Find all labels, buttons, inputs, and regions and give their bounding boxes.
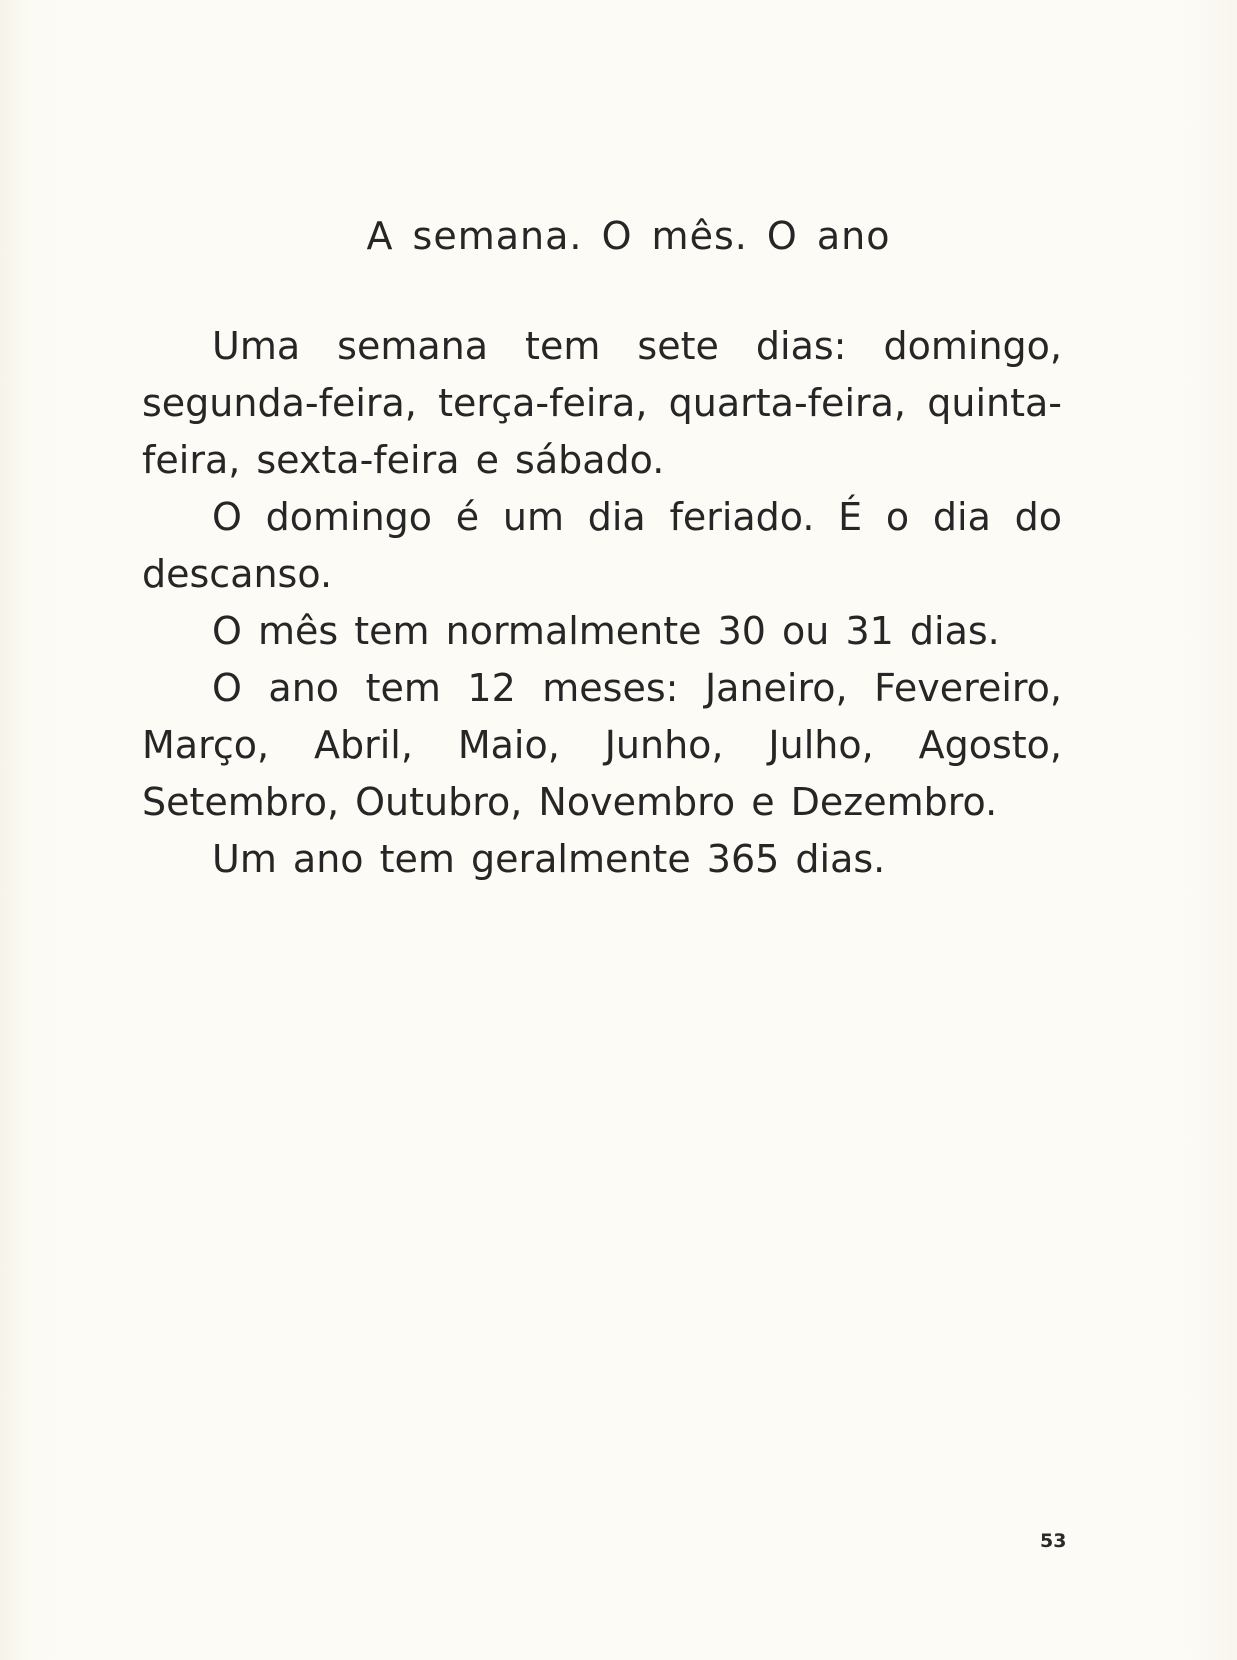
page-number: 53 [1040, 1530, 1067, 1552]
body-text [142, 318, 1062, 888]
paragraph-month: O mês tem normalmente 30 ou 31 dias. [212, 609, 1000, 653]
paragraph-year-days: Um ano tem geralmente 365 dias. [212, 837, 886, 881]
paragraph-year-months: O ano tem 12 meses: Janeiro, Fevereiro, Março, Abril, Maio, Junho, Julho, Agosto, Setembro, Outubro, Novembro e Dezembro. [142, 666, 1062, 824]
page-title: A semana. O mês. O ano [366, 214, 891, 258]
paragraph-week-days: Uma semana tem sete dias: domingo, segunda-feira, terça-feira, quarta-feira, quinta-feira, sexta-feira e sábado. [142, 324, 1062, 482]
paragraph-sunday: O domingo é um dia feriado. É o dia do descanso. [142, 495, 1062, 596]
